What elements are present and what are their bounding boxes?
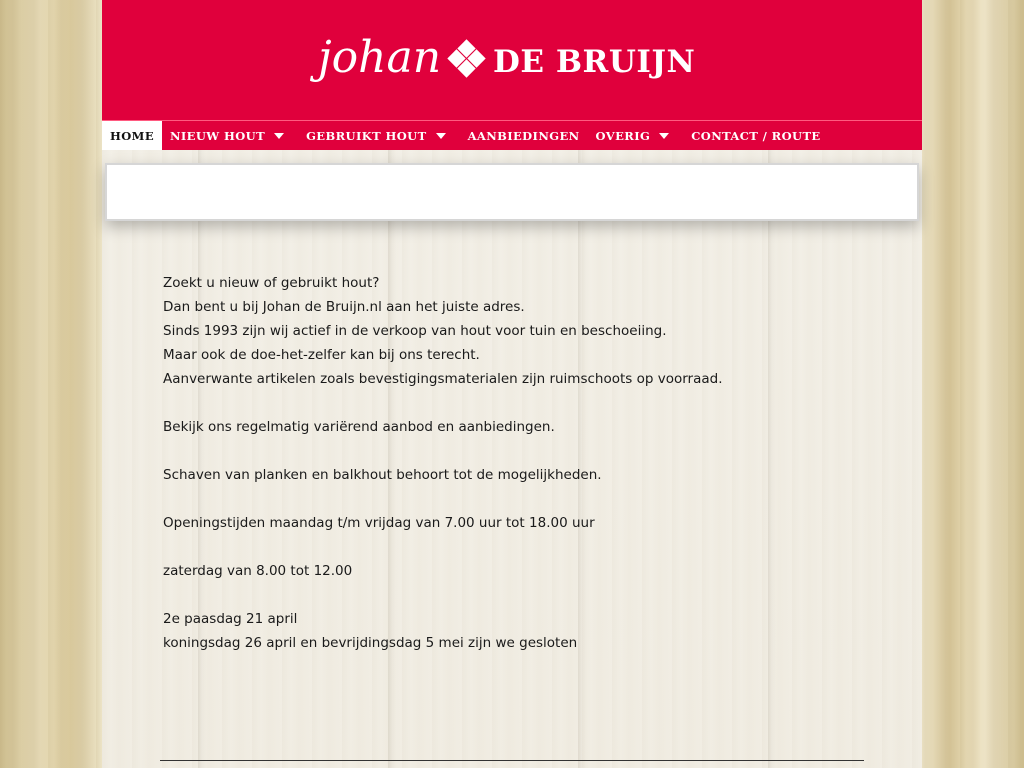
content-line: Maar ook de doe-het-zelfer kan bij ons terecht. — [163, 347, 480, 363]
content-line: Aanverwante artikelen zoals bevestigingsmaterialen zijn ruimschoots op voorraad. — [163, 371, 723, 387]
nav-item-label: NIEUW HOUT — [169, 128, 266, 143]
logo-block-text: DE BRUIJN — [493, 43, 696, 80]
content-line — [163, 583, 863, 607]
site-logo[interactable] — [318, 34, 695, 90]
content-line: zaterdag van 8.00 tot 12.00 — [163, 563, 353, 579]
site-header — [102, 0, 922, 120]
dropdown-caret-icon — [274, 133, 284, 139]
nav-item-overig[interactable] — [588, 121, 684, 150]
nav-item-label: GEBRUIKT HOUT — [306, 128, 427, 143]
nav-item-aanbiedingen[interactable] — [460, 121, 588, 150]
nav-item-label: HOME — [110, 128, 154, 143]
nav-item-home[interactable] — [102, 121, 162, 150]
banner-box — [105, 163, 919, 221]
content-line: Zoekt u nieuw of gebruikt hout? — [163, 275, 380, 291]
content-line: koningsdag 26 april en bevrijdingsdag 5 mei zijn we gesloten — [163, 635, 578, 651]
footer-divider — [160, 760, 864, 761]
content-line: Bekijk ons regelmatig variërend aanbod en aanbiedingen. — [163, 419, 555, 435]
dropdown-caret-icon — [436, 133, 446, 139]
content-line — [163, 391, 863, 415]
nav-item-contact-route[interactable] — [683, 121, 828, 150]
content-line: 2e paasdag 21 april — [163, 611, 298, 627]
content-line: Sinds 1993 zijn wij actief in de verkoop van hout voor tuin en beschoeiing. — [163, 323, 667, 339]
diamond-logo-icon — [441, 37, 491, 87]
dropdown-caret-icon — [659, 133, 669, 139]
content-line: Openingstijden maandag t/m vrijdag van 7.00 uur tot 18.00 uur — [163, 515, 595, 531]
main-content — [163, 271, 863, 655]
nav-item-label: AANBIEDINGEN — [467, 128, 580, 143]
nav-item-label: OVERIG — [595, 128, 651, 143]
main-navigation — [102, 120, 922, 150]
content-line — [163, 487, 863, 511]
content-line — [163, 535, 863, 559]
content-line: Dan bent u bij Johan de Bruijn.nl aan het juiste adres. — [163, 299, 525, 315]
logo-script-text: johan — [318, 32, 442, 83]
nav-item-gebruikt-hout[interactable] — [298, 121, 460, 150]
nav-item-nieuw-hout[interactable] — [162, 121, 298, 150]
nav-item-label: CONTACT / ROUTE — [691, 128, 821, 143]
content-line: Schaven van planken en balkhout behoort tot de mogelijkheden. — [163, 467, 602, 483]
content-line — [163, 439, 863, 463]
page-container — [102, 0, 922, 768]
